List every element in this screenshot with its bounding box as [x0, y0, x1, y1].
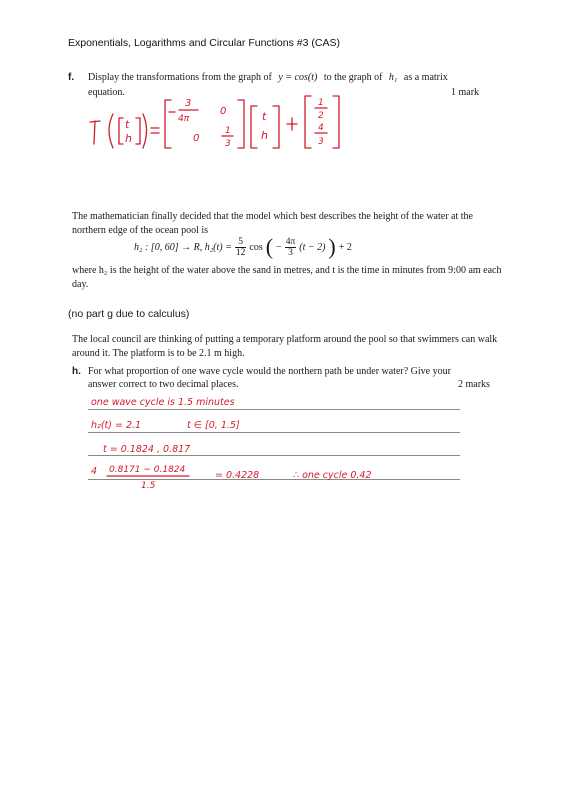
question-f-target: h₁ — [388, 72, 398, 83]
question-h-line1: For what proportion of one wave cycle would the northern path be under water? Give your — [88, 366, 451, 377]
hw-v-top: t — [262, 110, 267, 123]
hw-matrix-bracket-left — [165, 100, 171, 148]
model-inner-pre: − — [276, 241, 282, 253]
model-coef-den: 12 — [235, 247, 246, 258]
svg-text:2: 2 — [318, 111, 324, 121]
model-intro: The mathematician finally decided that the model which best describes the height of the water at the northern edge of the ocean pool is — [72, 211, 473, 236]
model-coef-num: 5 — [235, 237, 247, 248]
hw-h-line1: one wave cycle is 1.5 minutes — [91, 397, 235, 408]
handwritten-matrix-equation — [85, 92, 385, 152]
council-paragraph: The local council are thinking of putting a temporary platform around the pool so that swimmers can walk around it. The platform is to be 2.1 m high. — [72, 334, 498, 359]
question-number-f: f. — [68, 72, 75, 83]
page-header: Exponentials, Logarithms and Circular Functions #3 (CAS) — [68, 37, 340, 49]
model-where: where h₂ is the height of the water above the sand in metres, and t is the time in minutes from 9:00 am each day. — [72, 265, 502, 290]
model-inner-den: 3 — [288, 247, 293, 258]
svg-text:3: 3 — [225, 139, 231, 149]
hw-h-line4-num: 0.8171 − 0.1824 — [109, 465, 186, 475]
model-tail: + 2 — [338, 241, 352, 253]
note-no-part-g: (no part g due to calculus) — [68, 308, 190, 320]
model-inner-num: 4π — [285, 236, 296, 247]
svg-text:4: 4 — [318, 123, 324, 133]
marks-f: 1 mark — [451, 87, 480, 98]
model-paren-open: ( — [265, 234, 274, 259]
hw-m12: 0 — [220, 106, 227, 117]
question-number-h: h. — [72, 366, 81, 377]
model-paren-close: ) — [328, 234, 336, 259]
hw-v-bottom: h — [261, 129, 268, 142]
question-f-function: y = cos(t) — [278, 72, 318, 83]
model-inner-post: (t − 2) — [299, 241, 326, 253]
handwritten-answer-h — [85, 388, 465, 493]
question-f-text-pre: Display the transformations from the graph of — [88, 72, 272, 83]
question-f-line1 — [88, 71, 448, 85]
model-coef-frac — [235, 237, 247, 258]
question-h-line2: answer correct to two decimal places. — [88, 379, 239, 390]
model-inner-frac — [285, 237, 297, 258]
svg-text:1: 1 — [318, 98, 324, 108]
hw-h-line4-den: 1.5 — [141, 481, 156, 491]
hw-h-line2b: t ∈ [0, 1.5] — [187, 420, 240, 431]
hw-const-bracket-right — [333, 96, 339, 148]
model-eq-lhs: h₂ : [0, 60] → R, h₂(t) = — [134, 241, 232, 253]
hw-h-line4-a: 4 — [91, 466, 98, 477]
hw-vec-top: t — [125, 118, 130, 131]
hw-T-glyph — [90, 121, 100, 144]
svg-text:3: 3 — [318, 137, 324, 147]
hw-close-paren — [143, 114, 147, 148]
hw-h-line4-eq: = 0.4228 — [215, 470, 260, 481]
hw-h-line3: t = 0.1824 , 0.817 — [103, 444, 191, 455]
question-f-text-post: as a matrix — [403, 72, 448, 83]
hw-h-line2a: h₂(t) = 2.1 — [91, 420, 142, 431]
hw-vec-bracket-right — [136, 118, 140, 144]
model-cos: cos — [249, 241, 263, 253]
svg-text:1: 1 — [225, 126, 231, 136]
hw-vec-bracket-left — [119, 118, 123, 144]
hw-var-bracket-right — [273, 106, 279, 148]
model-equation — [134, 236, 352, 258]
marks-h: 2 marks — [458, 379, 490, 390]
hw-h-line4-ans: ∴ one cycle 0.42 — [293, 470, 372, 481]
hw-open-paren — [109, 114, 113, 148]
svg-text:4π: 4π — [178, 114, 190, 124]
hw-vec-bottom: h — [125, 132, 132, 145]
hw-m21: 0 — [193, 133, 200, 144]
question-f-line2: equation. — [88, 87, 125, 98]
hw-var-bracket-left — [251, 106, 257, 148]
hw-matrix-bracket-right — [238, 100, 244, 148]
question-f-text-mid: to the graph of — [323, 72, 383, 83]
hw-const-bracket-left — [305, 96, 311, 148]
hw-m11-num: 3 — [185, 98, 192, 109]
